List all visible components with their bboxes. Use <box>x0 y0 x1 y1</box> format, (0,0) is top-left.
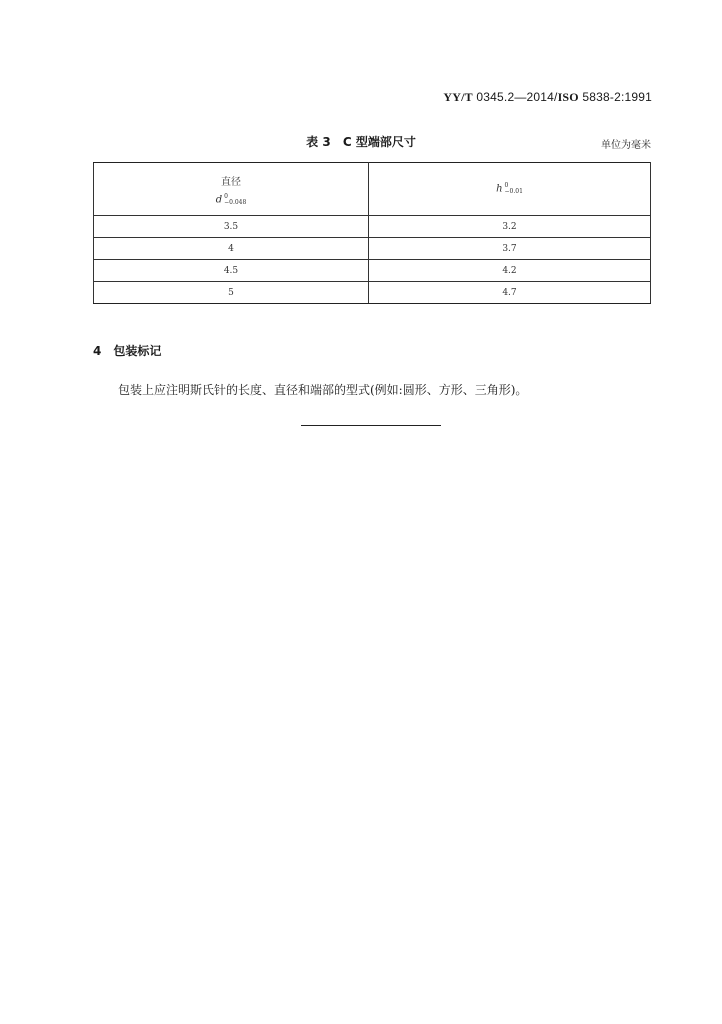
height-tolerance <box>505 183 523 195</box>
diameter-label: 直径 <box>221 176 241 188</box>
table-row <box>94 260 651 282</box>
section-title: 包装标记 <box>113 344 162 358</box>
height-cell: 4.7 <box>369 282 651 304</box>
height-symbol: h <box>496 183 503 195</box>
diameter-symbol: d <box>215 194 223 205</box>
table-row <box>94 216 651 238</box>
diameter-tolerance-lower: −0.048 <box>224 198 247 206</box>
table-header-row <box>94 163 651 216</box>
diameter-cell: 3.5 <box>94 216 369 238</box>
diameter-cell: 5 <box>94 282 369 304</box>
standard-prefix: YY/T <box>443 90 473 104</box>
iso-prefix: ISO <box>557 90 579 104</box>
section-body-text: 包装上应注明斯氏针的长度、直径和端部的型式(例如:圆形、方形、三角形)。 <box>118 383 528 397</box>
standard-number: 0345.2—2014/ <box>476 90 558 104</box>
height-column-header <box>369 163 651 216</box>
height-cell: 4.2 <box>369 260 651 282</box>
diameter-tolerance-upper: 0 <box>224 192 228 200</box>
section-heading <box>93 342 161 359</box>
end-rule <box>301 425 441 426</box>
standard-code <box>443 90 652 105</box>
unit-note: 单位为毫米 <box>601 140 651 151</box>
table-caption-title: C 型端部尺寸 <box>342 135 416 149</box>
iso-number: 5838-2:1991 <box>582 90 652 104</box>
height-tolerance-upper: 0 <box>504 182 509 189</box>
dimensions-table <box>93 162 651 304</box>
table-row <box>94 282 651 304</box>
table-row <box>94 238 651 260</box>
diameter-cell: 4 <box>94 238 369 260</box>
diameter-tolerance <box>224 194 246 206</box>
table-caption-number: 表 3 <box>306 135 331 149</box>
height-cell: 3.7 <box>369 238 651 260</box>
height-tolerance-lower: −0.01 <box>504 188 523 195</box>
diameter-column-header <box>94 163 369 216</box>
diameter-cell: 4.5 <box>94 260 369 282</box>
section-number: 4 <box>93 344 102 358</box>
height-cell: 3.2 <box>369 216 651 238</box>
